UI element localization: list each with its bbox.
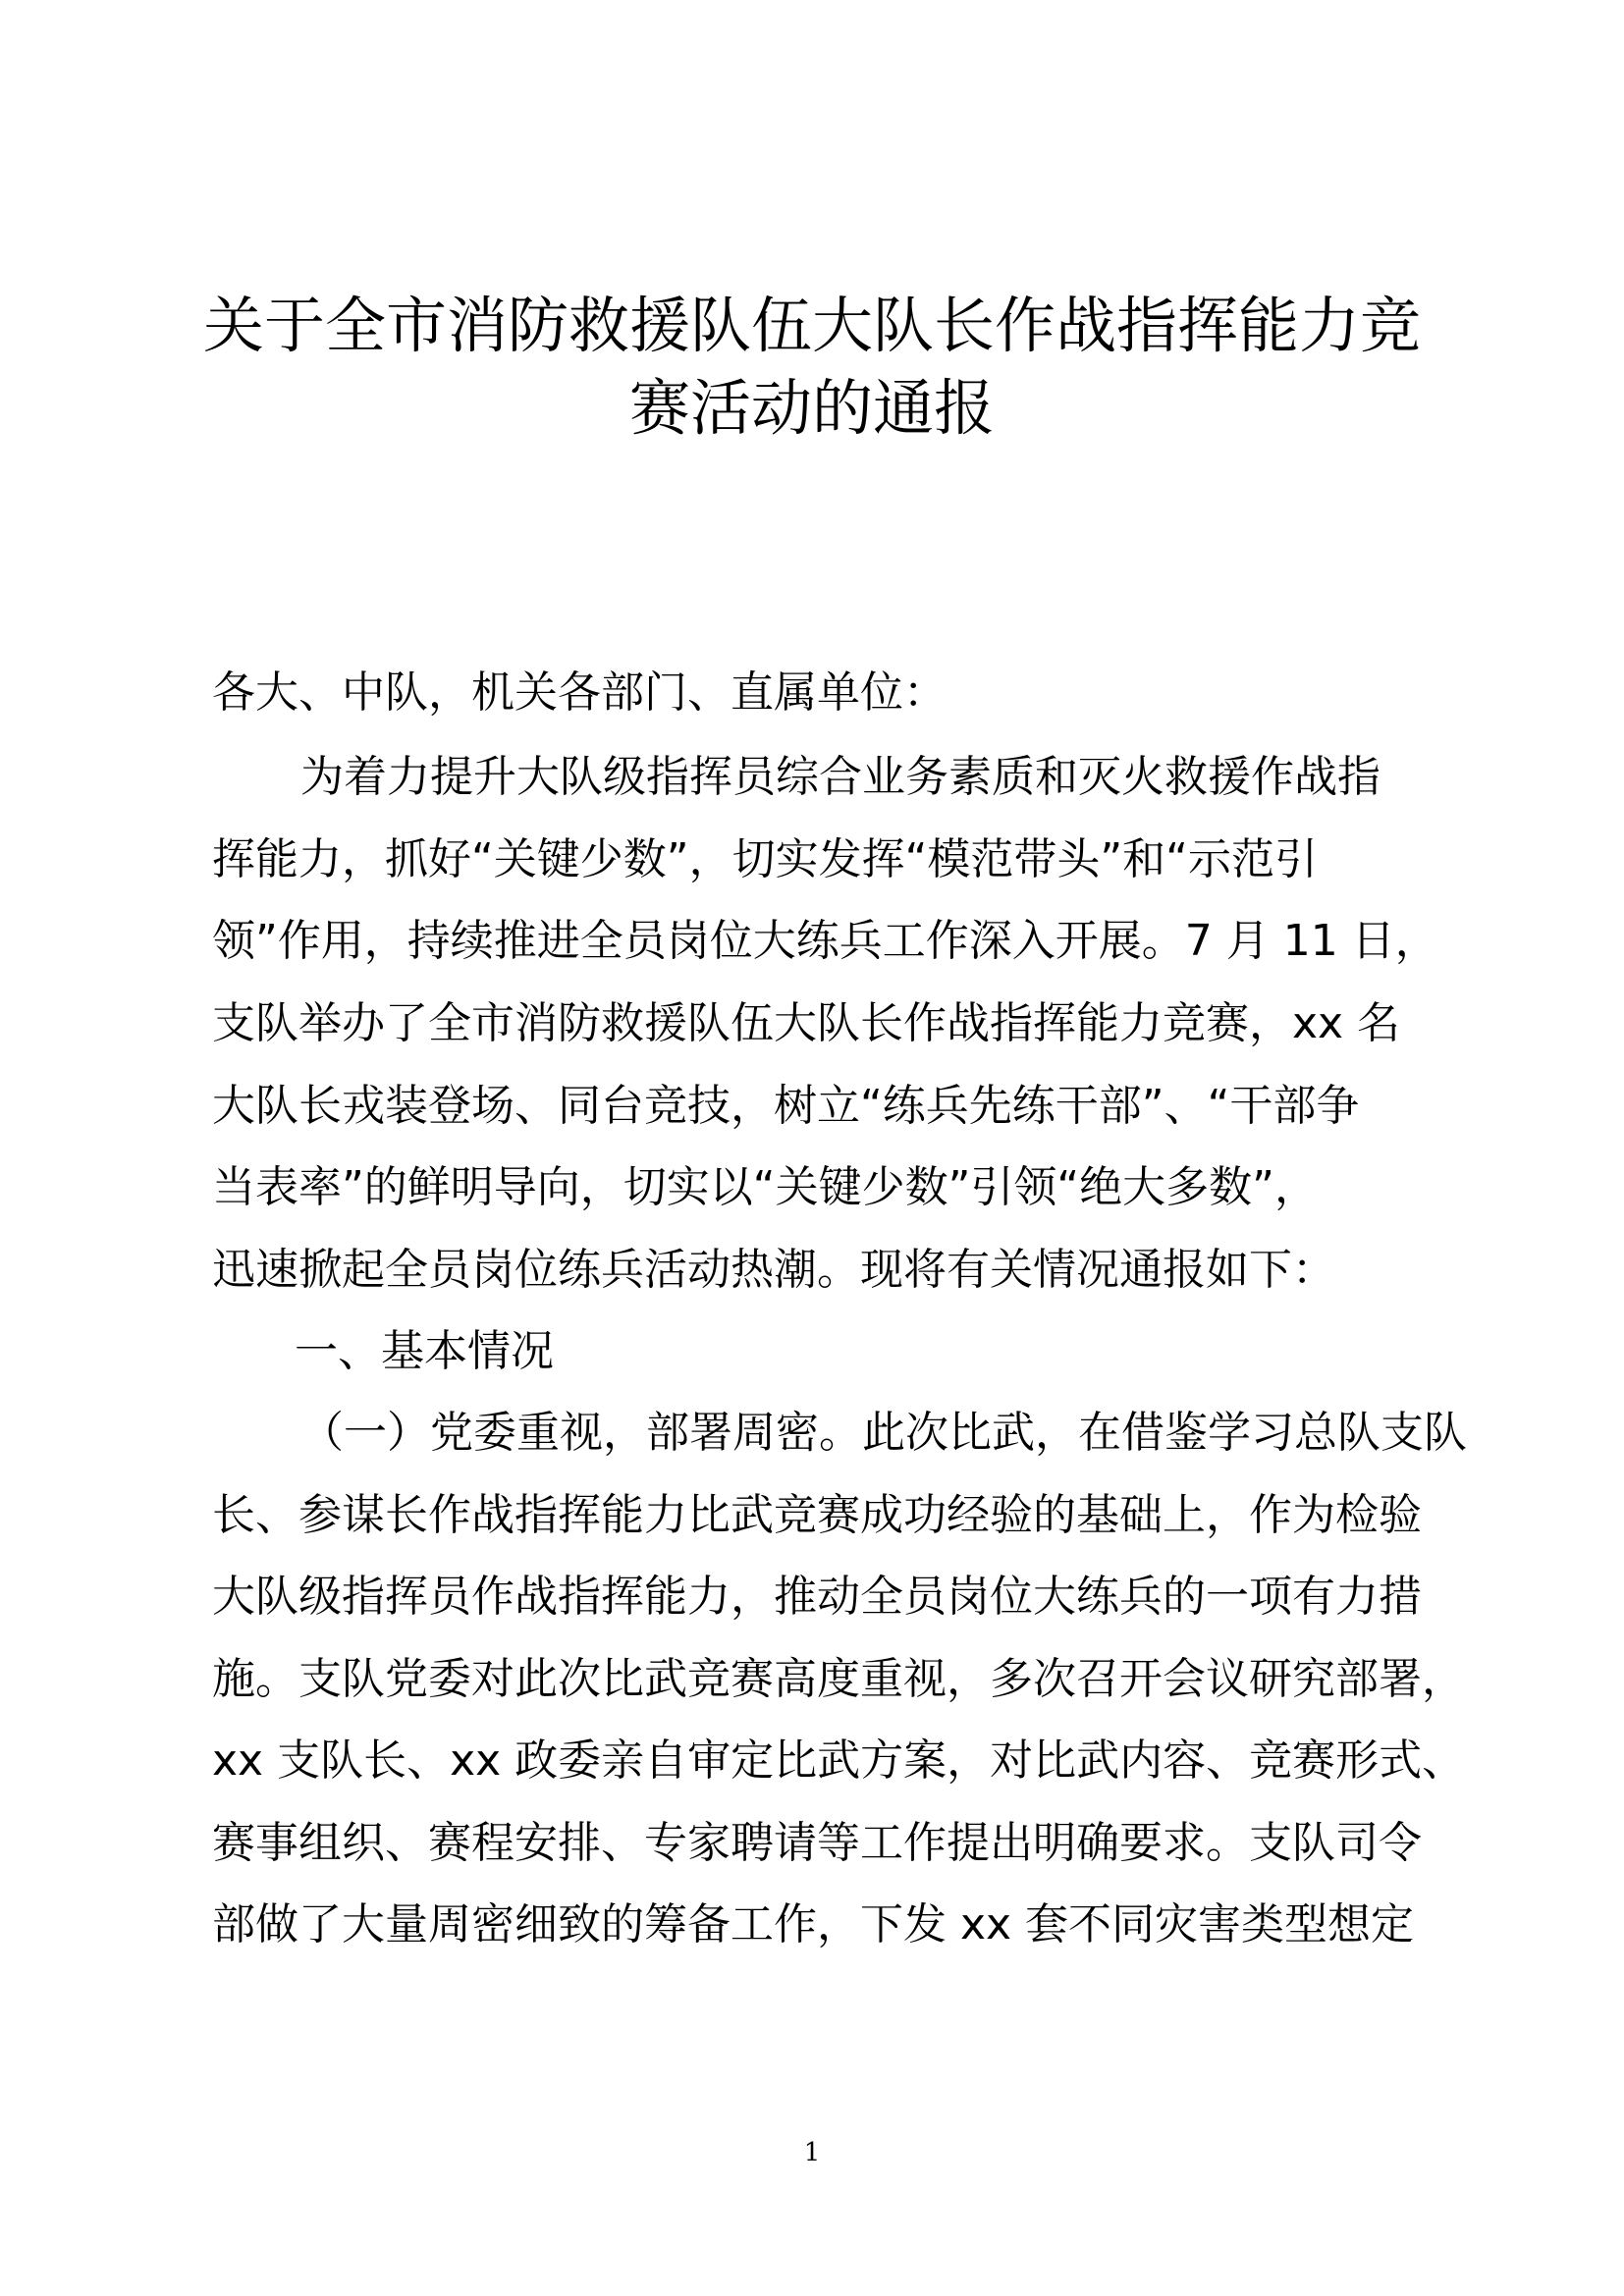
paragraph-2-line-7: 部做了大量周密细致的筹备工作，下发 xx 套不同灾害类型想定: [212, 1899, 1415, 1949]
paragraph-1-line-1: 为着力提升大队级指挥员综合业务素质和灭火救援作战指: [300, 752, 1380, 802]
paragraph-2-line-3: 大队级指挥员作战指挥能力，推动全员岗位大练兵的一项有力措: [212, 1572, 1422, 1622]
paragraph-1-line-7: 迅速掀起全员岗位练兵活动热潮。现将有关情况通报如下：: [212, 1245, 1335, 1295]
paragraph-1-line-5: 大队长戎装登场、同台竞技，树立“练兵先练干部”、“干部争: [212, 1081, 1360, 1131]
paragraph-2-line-4: 施。支队党委对此次比武竞赛高度重视，多次召开会议研究部署，: [212, 1654, 1465, 1704]
paragraph-2-line-1: （一）党委重视，部署周密。此次比武，在借鉴学习总队支队: [300, 1408, 1467, 1458]
paragraph-2-line-6: 赛事组织、赛程安排、专家聘请等工作提出明确要求。支队司令: [212, 1818, 1422, 1868]
paragraph-1-line-6: 当表率”的鲜明导向，切实以“关键少数”引领“绝大多数”，: [212, 1162, 1318, 1212]
document-title-line-2: 赛活动的通报: [628, 372, 995, 444]
paragraph-2-line-2: 长、参谋长作战指挥能力比武竞赛成功经验的基础上，作为检验: [212, 1490, 1422, 1540]
paragraph-1-line-4: 支队举办了全市消防救援队伍大队长作战指挥能力竞赛，xx 名: [212, 998, 1401, 1048]
paragraph-2-line-5: xx 支队长、xx 政委亲自审定比武方案，对比武内容、竞赛形式、: [212, 1735, 1466, 1786]
page-number: 1: [803, 2138, 821, 2167]
paragraph-1-line-3: 领”作用，持续推进全员岗位大练兵工作深入开展。7 月 11 日，: [212, 916, 1438, 966]
paragraph-1-line-2: 挥能力，抓好“关键少数”，切实发挥“模范带头”和“示范引: [212, 834, 1318, 884]
document-title-line-1: 关于全市消防救援队伍大队长作战指挥能力竞: [202, 290, 1421, 361]
section-1-heading: 一、基本情况: [295, 1326, 554, 1376]
document-title: [0, 285, 1624, 450]
salutation: 各大、中队，机关各部门、直属单位：: [212, 667, 947, 718]
